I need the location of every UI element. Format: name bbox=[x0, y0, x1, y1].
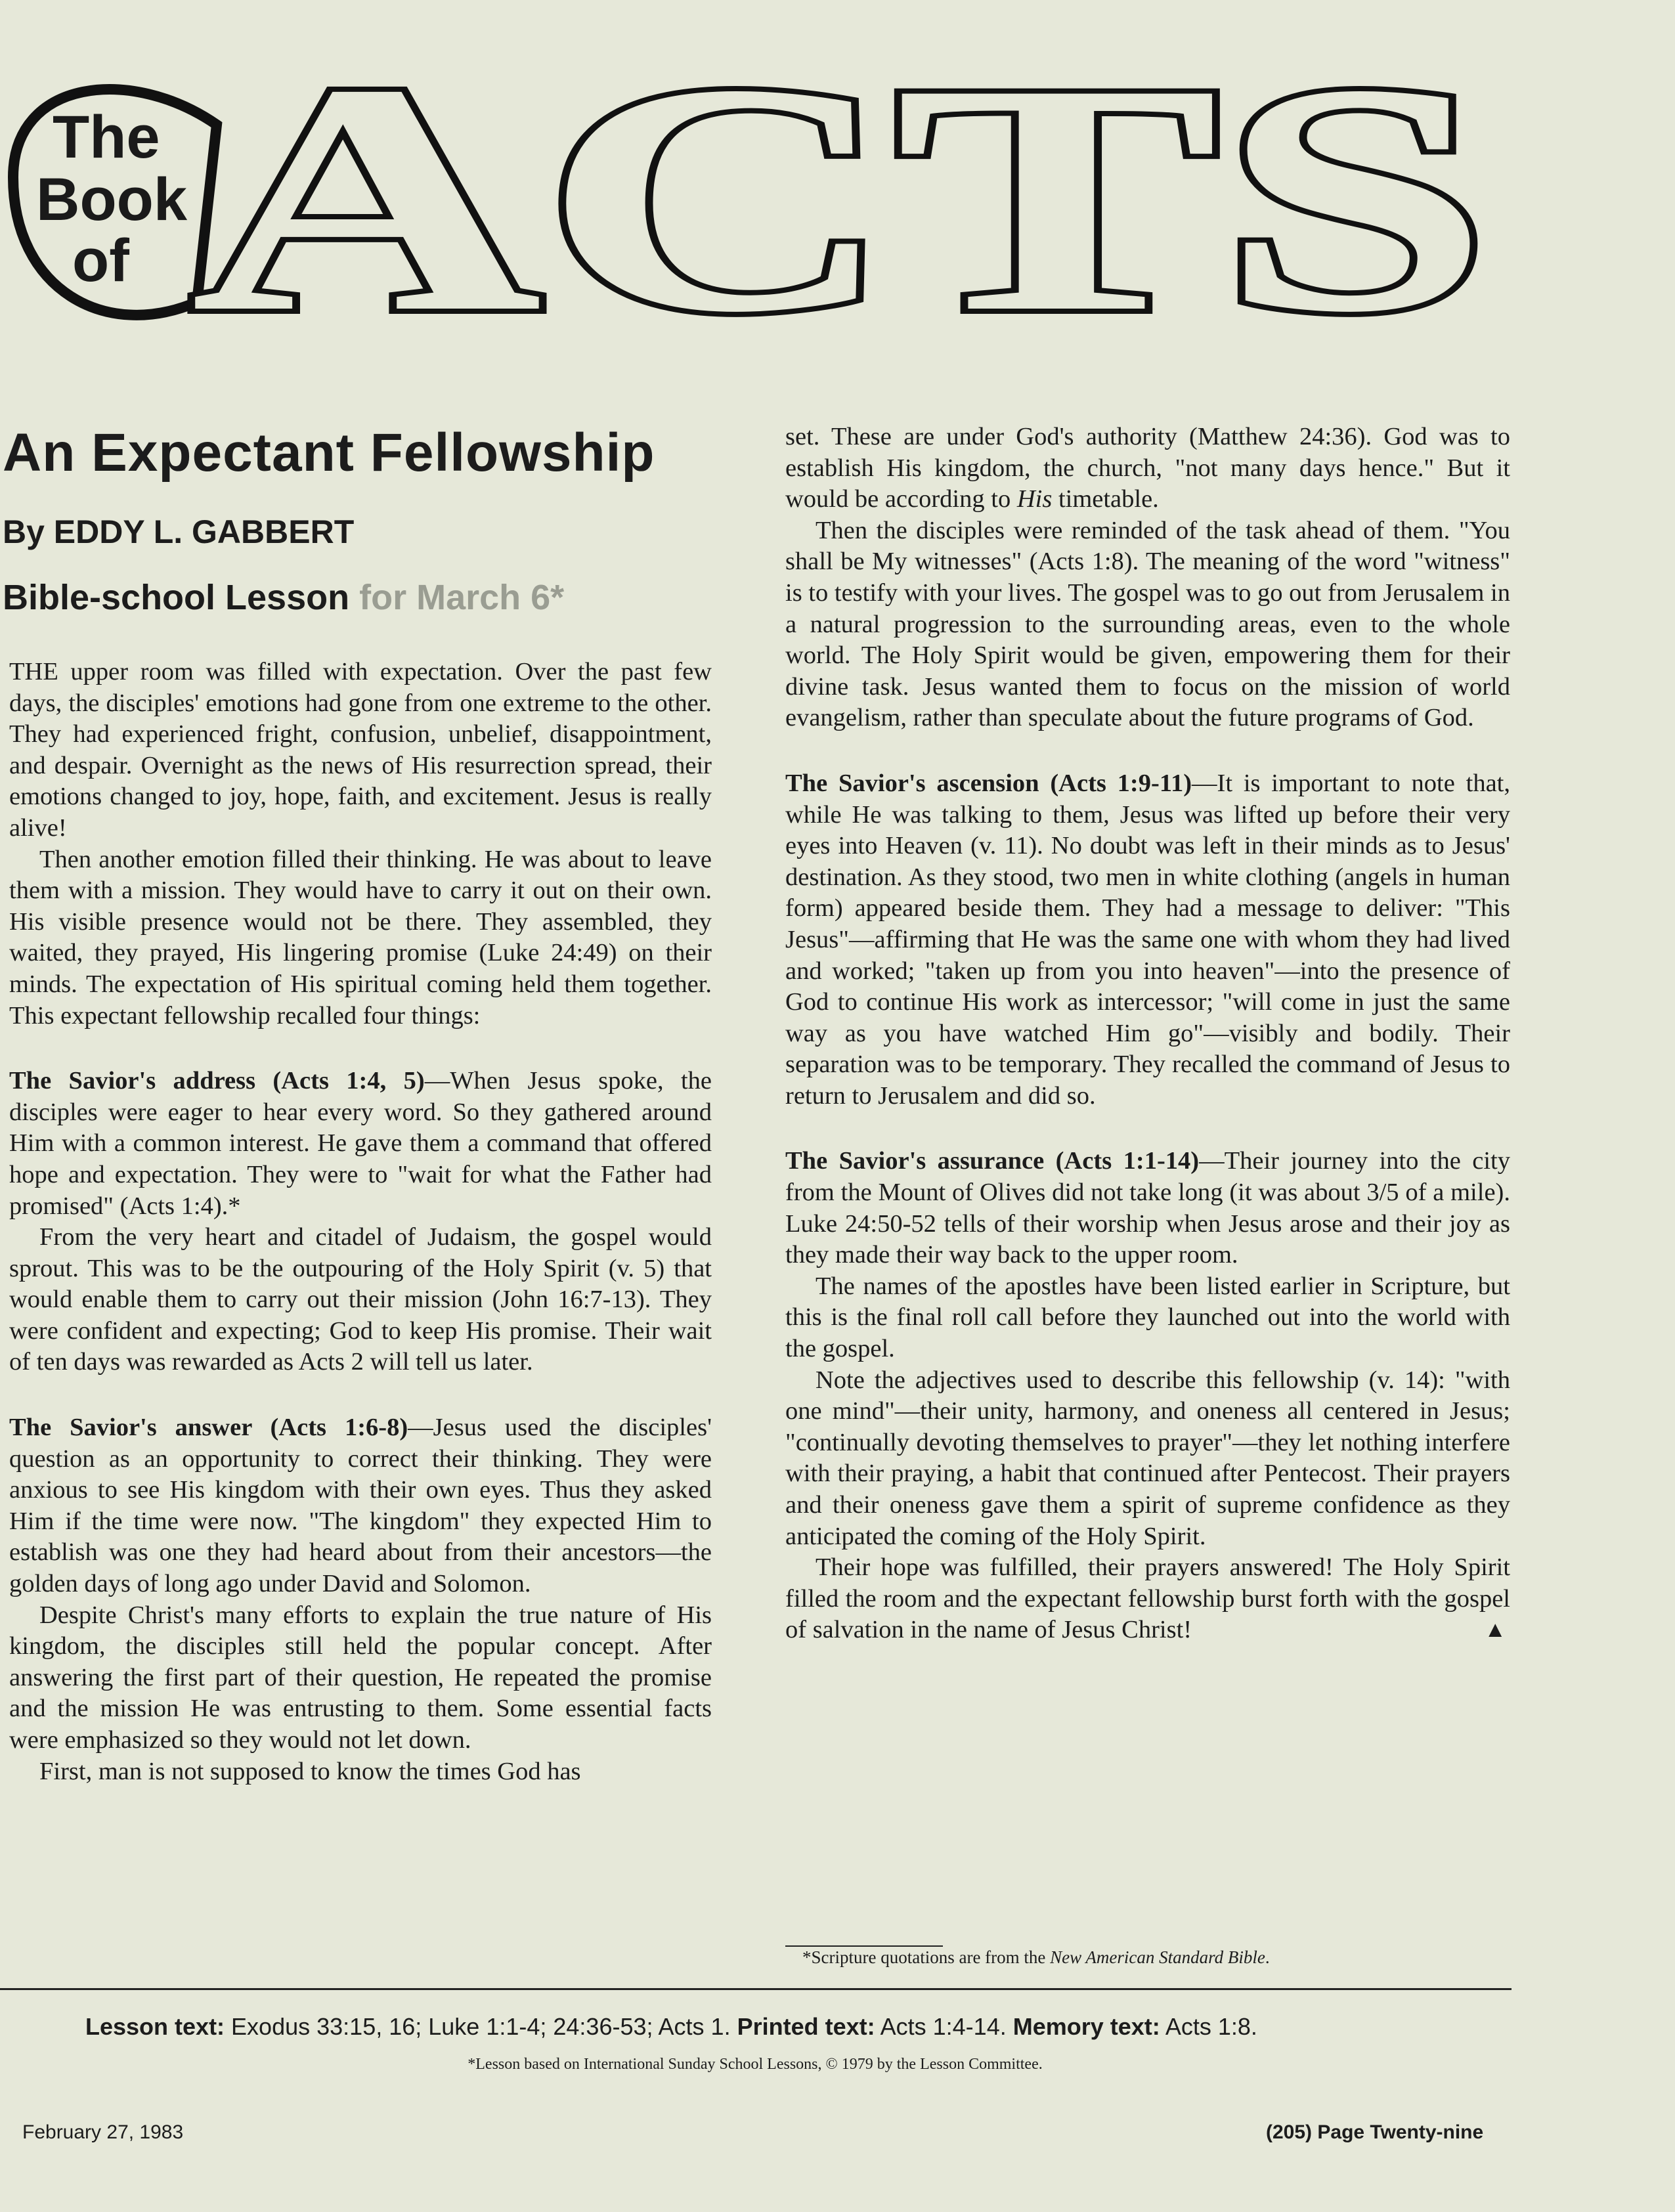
paragraph: Despite Christ's many efforts to explain the true nature of His kingdom, the disciples still held the popular concept. After answering the first part of their question, He repeated the promise and the mission He was entrusting to them. Some essential facts were emphasized so they would not let down. bbox=[9, 1601, 712, 1754]
section-heading: The Savior's ascension (Acts 1:9-11) bbox=[785, 769, 1192, 797]
masthead-acts: ACTS bbox=[190, 26, 1490, 328]
section-text: —Jesus used the disciples' question as an opportunity to correct their thinking. They were anxious to see His kingdom with their own eyes. Thus they asked Him if the time were now. "The kingdom" they expected Him to establish was one they had heard about from their ancestors—the golden days of long ago under David and Solomon. bbox=[9, 1414, 712, 1598]
paragraph bbox=[785, 1552, 1510, 1646]
printed-text-label: Printed text: bbox=[737, 2013, 875, 2040]
lesson-date: for March 6* bbox=[359, 578, 565, 617]
paragraph: The names of the apostles have been listed earlier in Scripture, but this is the final roll call before they launched out into the world with the gospel. bbox=[785, 1272, 1510, 1363]
issue-date: February 27, 1983 bbox=[22, 2121, 184, 2143]
printed-text-value: Acts 1:4-14. bbox=[875, 2013, 1013, 2040]
memory-text-label: Memory text: bbox=[1012, 2013, 1160, 2040]
lesson-text-bar bbox=[85, 2012, 1497, 2042]
paragraph: Note the adjectives used to describe this fellowship (v. 14): "with one mind"—their unity, harmony, and oneness all centered in Jesus; "continually devoting themselves to prayer"—they let nothing interfere with their praying, a habit that continued after Pentecost. Their prayers and their oneness gave them a spirit of supreme confidence as they anticipated the coming of the Holy Spirit. bbox=[785, 1366, 1510, 1550]
paragraph bbox=[785, 422, 1510, 515]
masthead bbox=[0, 26, 1510, 328]
paragraph: Then the disciples were reminded of the task ahead of them. "You shall be My witnesses" (Acts 1:8). The meaning of the word "witness" is to testify with your lives. The gospel was to go out from Jerusalem in a natural progression to the surrounding areas, even to the whole world. The Holy Spirit would be given, empowering them for their divine task. Jesus wanted them to focus on the mission of world evangelism, rather than speculate about the future programs of God. bbox=[785, 516, 1510, 732]
footnote-bible-name: New American Standard Bible bbox=[1050, 1947, 1265, 1967]
section-text: —It is important to note that, while He was talking to them, Jesus was lifted up before their very eyes into Heaven (v. 11). No doubt was left in their minds as to Jesus' destination. As they stood, two men in white clothing (angels in human form) appeared beside them. They had a message to deliver: "This Jesus"—affirming that He was the same one with whom they had lived and worked; "taken up from you into heaven"—into the presence of God to continue His work as intercessor; "will come in just the same way as you have watched Him go"—visibly and bodily. Their separation was to be temporary. They recalled the command of Jesus to return to Jerusalem and did so. bbox=[785, 769, 1510, 1110]
masthead-logo bbox=[0, 26, 1510, 328]
footnote-end: . bbox=[1265, 1947, 1270, 1967]
masthead-the: The bbox=[53, 104, 160, 171]
paragraph: THE upper room was filled with expectation. Over the past few days, the disciples' emotions had gone from one extreme to the other. They had experienced fright, confusion, unbelief, disappointment, and despair. Overnight as the news of His resurrection spread, their emotions changed to joy, hope, faith, and excitement. Jesus is really alive! bbox=[9, 658, 712, 842]
masthead-of: of bbox=[72, 227, 129, 294]
lesson-text-label: Lesson text: bbox=[85, 2013, 225, 2040]
section-heading: The Savior's address (Acts 1:4, 5) bbox=[9, 1067, 425, 1095]
right-column bbox=[785, 422, 1510, 1646]
article-byline: By EDDY L. GABBERT bbox=[3, 513, 355, 550]
end-mark-icon: ▲ bbox=[1484, 1618, 1506, 1643]
page-number: (205) Page Twenty-nine bbox=[1266, 2121, 1484, 2143]
paragraph-text: Their hope was fulfilled, their prayers answered! The Holy Spirit filled the room and the expectant fellowship burst forth with the gospel of salvation in the name of Jesus Christ! bbox=[785, 1553, 1510, 1644]
emphasis: His bbox=[1016, 485, 1053, 513]
scripture-footnote bbox=[802, 1945, 1270, 1969]
section-text: —When Jesus spoke, the disciples were eager to hear every word. So they gathered around Him with a common interest. He gave them a command that offered hope and expectation. They were to "wait for what the Father had promised" (Acts 1:4).* bbox=[9, 1067, 712, 1220]
paragraph: First, man is not supposed to know the times God has bbox=[39, 1757, 581, 1785]
lesson-text-value: Exodus 33:15, 16; Luke 1:1-4; 24:36-53; Acts 1. bbox=[225, 2013, 737, 2040]
section-heading: The Savior's answer (Acts 1:6-8) bbox=[9, 1414, 408, 1442]
section-savior-answer bbox=[9, 1412, 712, 1600]
article-title: An Expectant Fellowship bbox=[3, 423, 655, 483]
article-header bbox=[0, 420, 722, 618]
paragraph: From the very heart and citadel of Judaism, the gospel would sprout. This was to be the outpouring of the Holy Spirit (v. 5) that would enable them to carry out their mission (John 16:7-13). They were confident and expecting; God to keep His promise. Their wait of ten days was rewarded as Acts 2 will tell us later. bbox=[9, 1223, 712, 1376]
paragraph: Then another emotion filled their thinking. He was about to leave them with a mission. They would have to carry it out on their own. His visible presence would not be there. They assembled, they waited, they prayed, His lingering promise (Luke 24:49) on their minds. The expectation of His spiritual coming held them together. This expectant fellowship recalled four things: bbox=[9, 845, 712, 1030]
bottom-divider bbox=[0, 1988, 1512, 1990]
section-text: —Their journey into the city from the Mount of Olives did not take long (it was about 3/5 of a mile). Luke 24:50-52 tells of their worship when Jesus arose and their joy as they made their way back to the upper room. bbox=[785, 1147, 1511, 1269]
section-savior-address bbox=[9, 1066, 712, 1222]
masthead-book: Book bbox=[36, 166, 187, 233]
lesson-heading bbox=[0, 576, 722, 618]
lesson-label: Bible-school Lesson bbox=[3, 578, 350, 617]
paragraph-text: timetable. bbox=[1052, 485, 1159, 513]
paragraph-text: set. These are under God's authority (Matthew 24:36). God was to establish His kingdom, the church, "not many days hence." But it would be according to bbox=[785, 423, 1510, 513]
memory-text-value: Acts 1:8. bbox=[1160, 2013, 1257, 2040]
left-column bbox=[9, 657, 712, 1787]
section-savior-ascension bbox=[785, 768, 1510, 1112]
section-savior-assurance bbox=[785, 1146, 1510, 1270]
footnote-text: *Scripture quotations are from the bbox=[802, 1947, 1051, 1967]
lesson-credit: *Lesson based on International Sunday School Lessons, © 1979 by the Lesson Committee. bbox=[468, 2056, 1043, 2073]
section-heading: The Savior's assurance (Acts 1:1-14) bbox=[785, 1147, 1200, 1175]
